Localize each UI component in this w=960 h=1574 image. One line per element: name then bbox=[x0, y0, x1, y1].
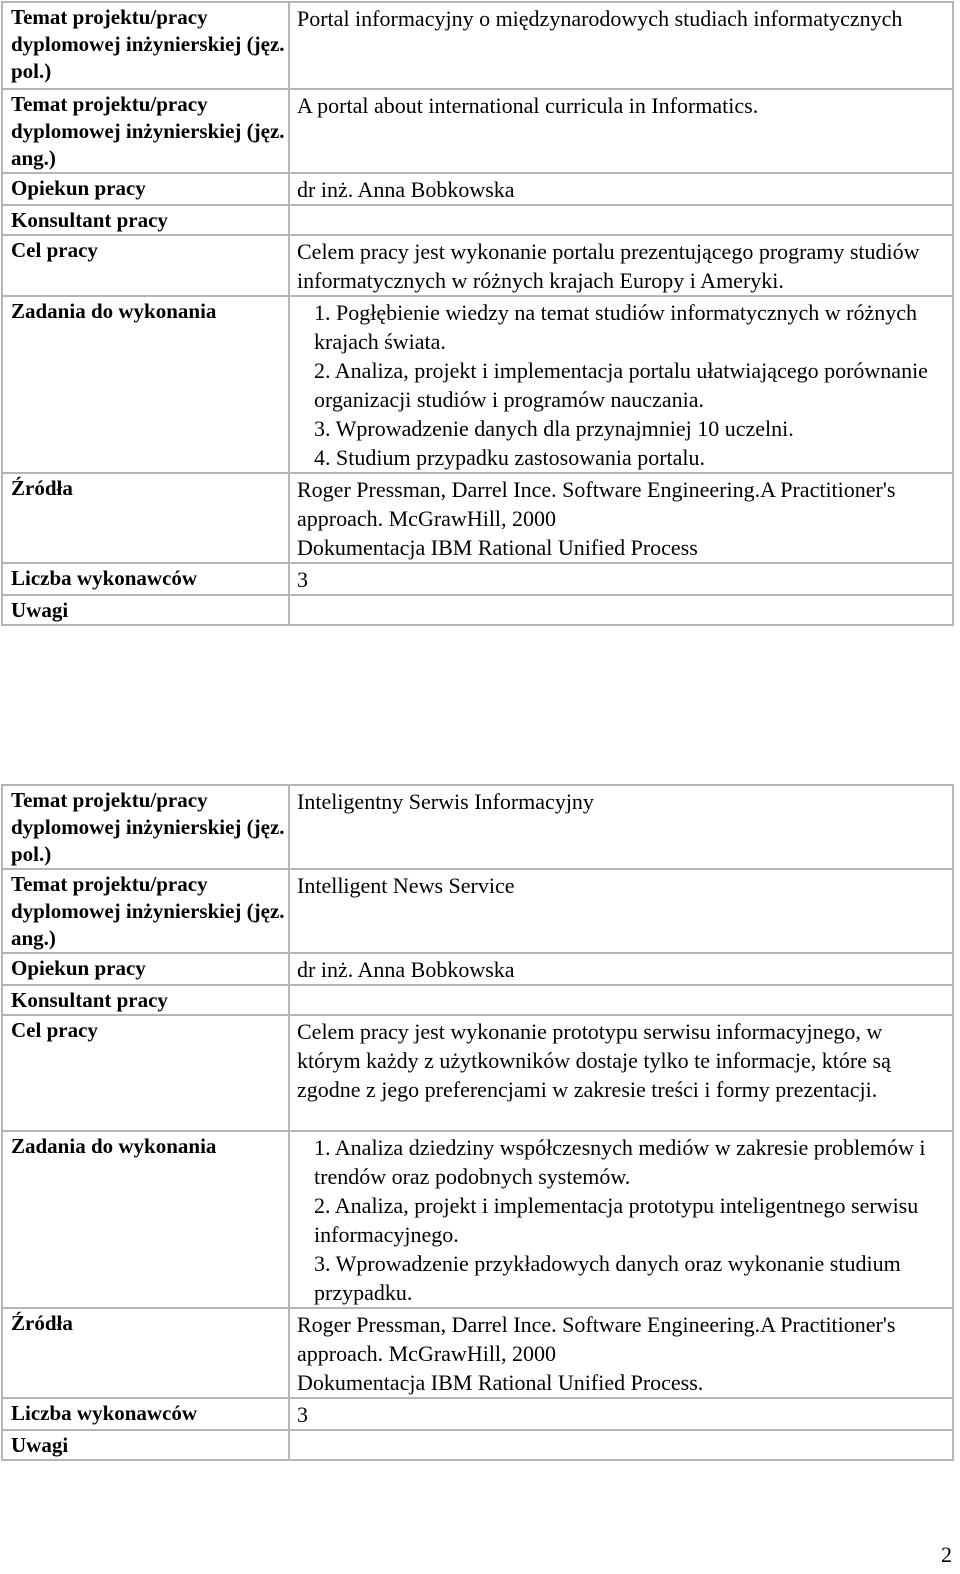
value-tasks bbox=[289, 296, 953, 473]
task-list bbox=[297, 298, 948, 472]
value-num-authors: 3 bbox=[289, 1398, 953, 1430]
label-notes: Uwagi bbox=[2, 1430, 289, 1460]
value-goal: Celem pracy jest wykonanie prototypu serwisu informacyjnego, w którym każdy z użytkowników dostaje tylko te informacje, które są zgodne z jego preferencjami w zakresie treści i formy prezentacji. bbox=[289, 1015, 953, 1131]
row-topic-en bbox=[2, 89, 953, 173]
label-topic-pl: Temat projektu/pracy dyplomowej inżynierskiej (jęz. pol.) bbox=[2, 785, 289, 869]
row-num-authors bbox=[2, 1398, 953, 1430]
value-supervisor: dr inż. Anna Bobkowska bbox=[289, 953, 953, 985]
source-item: Dokumentacja IBM Rational Unified Process bbox=[297, 535, 698, 560]
task-list bbox=[297, 1133, 948, 1307]
value-notes bbox=[289, 1430, 953, 1460]
row-goal bbox=[2, 235, 953, 296]
value-sources bbox=[289, 1308, 953, 1398]
value-sources bbox=[289, 473, 953, 563]
row-supervisor bbox=[2, 953, 953, 985]
value-goal: Celem pracy jest wykonanie portalu prezentującego programy studiów informatycznych w różnych krajach Europy i Ameryki. bbox=[289, 235, 953, 296]
row-num-authors bbox=[2, 563, 953, 595]
label-topic-en: Temat projektu/pracy dyplomowej inżynierskiej (jęz. ang.) bbox=[2, 869, 289, 953]
row-supervisor bbox=[2, 173, 953, 205]
value-supervisor: dr inż. Anna Bobkowska bbox=[289, 173, 953, 205]
row-topic-pl bbox=[2, 2, 953, 89]
value-notes bbox=[289, 595, 953, 625]
value-topic-pl: Portal informacyjny o międzynarodowych studiach informatycznych bbox=[289, 2, 953, 89]
row-tasks bbox=[2, 1131, 953, 1308]
label-notes: Uwagi bbox=[2, 595, 289, 625]
row-goal bbox=[2, 1015, 953, 1131]
row-topic-en bbox=[2, 869, 953, 953]
page-number: 2 bbox=[941, 1542, 952, 1567]
row-notes bbox=[2, 595, 953, 625]
label-num-authors: Liczba wykonawców bbox=[2, 1398, 289, 1430]
label-topic-en: Temat projektu/pracy dyplomowej inżynierskiej (jęz. ang.) bbox=[2, 89, 289, 173]
task-item: 1. Pogłębienie wiedzy na temat studiów informatycznych w różnych krajach świata. bbox=[314, 300, 917, 354]
value-topic-en: A portal about international curricula in Informatics. bbox=[289, 89, 953, 173]
row-consultant bbox=[2, 985, 953, 1015]
project-form-1 bbox=[1, 1, 954, 626]
row-notes bbox=[2, 1430, 953, 1460]
label-supervisor: Opiekun pracy bbox=[2, 953, 289, 985]
label-consultant: Konsultant pracy bbox=[2, 205, 289, 235]
task-item: 3. Wprowadzenie przykładowych danych oraz wykonanie studium przypadku. bbox=[314, 1251, 901, 1305]
source-item: Roger Pressman, Darrel Ince. Software Engineering.A Practitioner's approach. McGrawHill, 2000 bbox=[297, 477, 896, 531]
source-item: Dokumentacja IBM Rational Unified Process. bbox=[297, 1370, 704, 1395]
value-consultant bbox=[289, 985, 953, 1015]
value-num-authors: 3 bbox=[289, 563, 953, 595]
task-item: 1. Analiza dziedziny współczesnych mediów w zakresie problemów i trendów oraz podobnych systemów. bbox=[314, 1135, 926, 1189]
task-item: 4. Studium przypadku zastosowania portalu. bbox=[314, 445, 706, 470]
label-sources: Źródła bbox=[2, 1308, 289, 1398]
label-sources: Źródła bbox=[2, 473, 289, 563]
row-topic-pl bbox=[2, 785, 953, 869]
label-topic-pl: Temat projektu/pracy dyplomowej inżynierskiej (jęz. pol.) bbox=[2, 2, 289, 89]
project-table bbox=[1, 1, 954, 626]
row-sources bbox=[2, 473, 953, 563]
value-consultant bbox=[289, 205, 953, 235]
label-num-authors: Liczba wykonawców bbox=[2, 563, 289, 595]
row-tasks bbox=[2, 296, 953, 473]
value-topic-pl: Inteligentny Serwis Informacyjny bbox=[289, 785, 953, 869]
project-table bbox=[1, 784, 954, 1461]
value-tasks bbox=[289, 1131, 953, 1308]
source-item: Roger Pressman, Darrel Ince. Software Engineering.A Practitioner's approach. McGrawHill, 2000 bbox=[297, 1312, 896, 1366]
label-tasks: Zadania do wykonania bbox=[2, 1131, 289, 1308]
label-supervisor: Opiekun pracy bbox=[2, 173, 289, 205]
task-item: 2. Analiza, projekt i implementacja prototypu inteligentnego serwisu informacyjnego. bbox=[314, 1193, 919, 1247]
label-consultant: Konsultant pracy bbox=[2, 985, 289, 1015]
task-item: 3. Wprowadzenie danych dla przynajmniej 10 uczelni. bbox=[314, 416, 794, 441]
label-tasks: Zadania do wykonania bbox=[2, 296, 289, 473]
label-goal: Cel pracy bbox=[2, 1015, 289, 1131]
label-goal: Cel pracy bbox=[2, 235, 289, 296]
row-sources bbox=[2, 1308, 953, 1398]
project-form-2 bbox=[1, 784, 954, 1461]
task-item: 2. Analiza, projekt i implementacja portalu ułatwiającego porównanie organizacji studiów i programów nauczania. bbox=[314, 358, 928, 412]
row-consultant bbox=[2, 205, 953, 235]
value-topic-en: Intelligent News Service bbox=[289, 869, 953, 953]
